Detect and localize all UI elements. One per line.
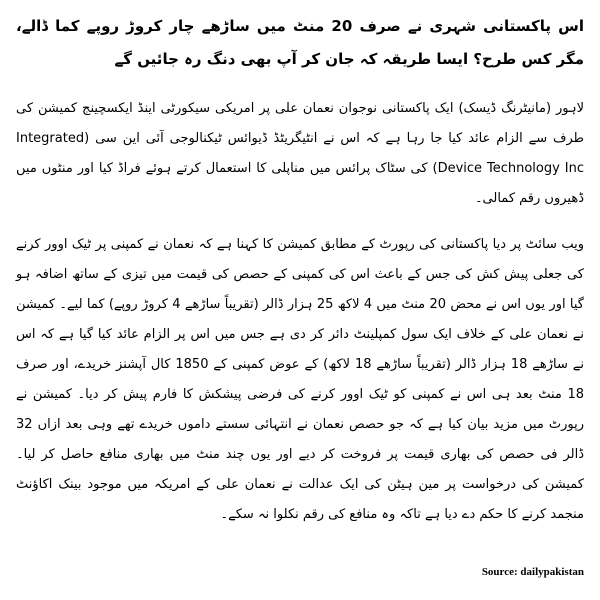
article-paragraph-1: لاہور (مانیٹرنگ ڈیسک) ایک پاکستانی نوجوان نعمان علی پر امریکی سیکورٹی اینڈ ایکسچینج کمیشن کی طرف سے الزام عائد کیا جا رہا ہے کہ اس نے انٹیگریٹڈ ڈیوائس ٹیکنالوجی آئی این سی (Integrated Device Technology Inc) کی سٹاک پرائس میں مناپلی کا استعمال کرتے ہوئے فراڈ کیا اور منٹوں میں ڈھیروں رقم کمالی۔	[16, 101, 584, 206]
article-paragraph-2: ویب سائٹ پر دیا پاکستانی کی رپورٹ کے مطابق کمیشن کا کہنا ہے کہ نعمان نے کمپنی پر ٹیک اوور کرنے کی جعلی پیش کش کی جس کے باعث اس کی کمپنی کے حصص کی قیمت میں تیزی کے ساتھ اضافہ ہو گیا اور یوں اس نے محض 20 منٹ میں 4 لاکھ 25 ہزار ڈالر (تقریباً ساڑھے 4 کروڑ روپے) کما لیے۔ کمیشن نے نعمان علی کے خلاف ایک سول کمپلینٹ دائر کر دی ہے جس میں اس پر الزام عائد کیا گیا ہے کہ اس نے ساڑھے 18 ہزار ڈالر (تقریباً ساڑھے 18 لاکھ) کے عوض کمپنی کے 1850 کال آپشنز خریدے، اور صرف 18 منٹ بعد ہی اس نے کمپنی کو ٹیک اوور کرنے کی فرضی پیشکش کا فارم پیش کر دیا۔ کمیشن نے رپورٹ میں مزید بیان کیا ہے کہ جو حصص نعمان نے انتہائی سستے داموں خریدے تھے وہی بعد ازاں 32 ڈالر فی حصص کی بھاری قیمت پر فروخت کر دیے اور یوں چند منٹ میں بھاری منافع حاصل کر لیا۔ کمیشن کی درخواست پر مین ہیٹن کی ایک عدالت نے نعمان علی کے امریکہ میں موجود بینک اکاؤنٹ منجمد کرنے کا حکم دے دیا ہے تاکہ وہ منافع کی رقم نکلوا نہ سکے۔	[16, 237, 585, 522]
article-headline: اس پاکستانی شہری نے صرف 20 منٹ میں ساڑھے چار کروڑ روپے کما ڈالے، مگر کس طرح؟ ایسا طریقہ کہ جان کر آپ بھی دنگ رہ جائیں گے	[16, 17, 584, 68]
article-source: Source: dailypakistan	[481, 566, 584, 578]
